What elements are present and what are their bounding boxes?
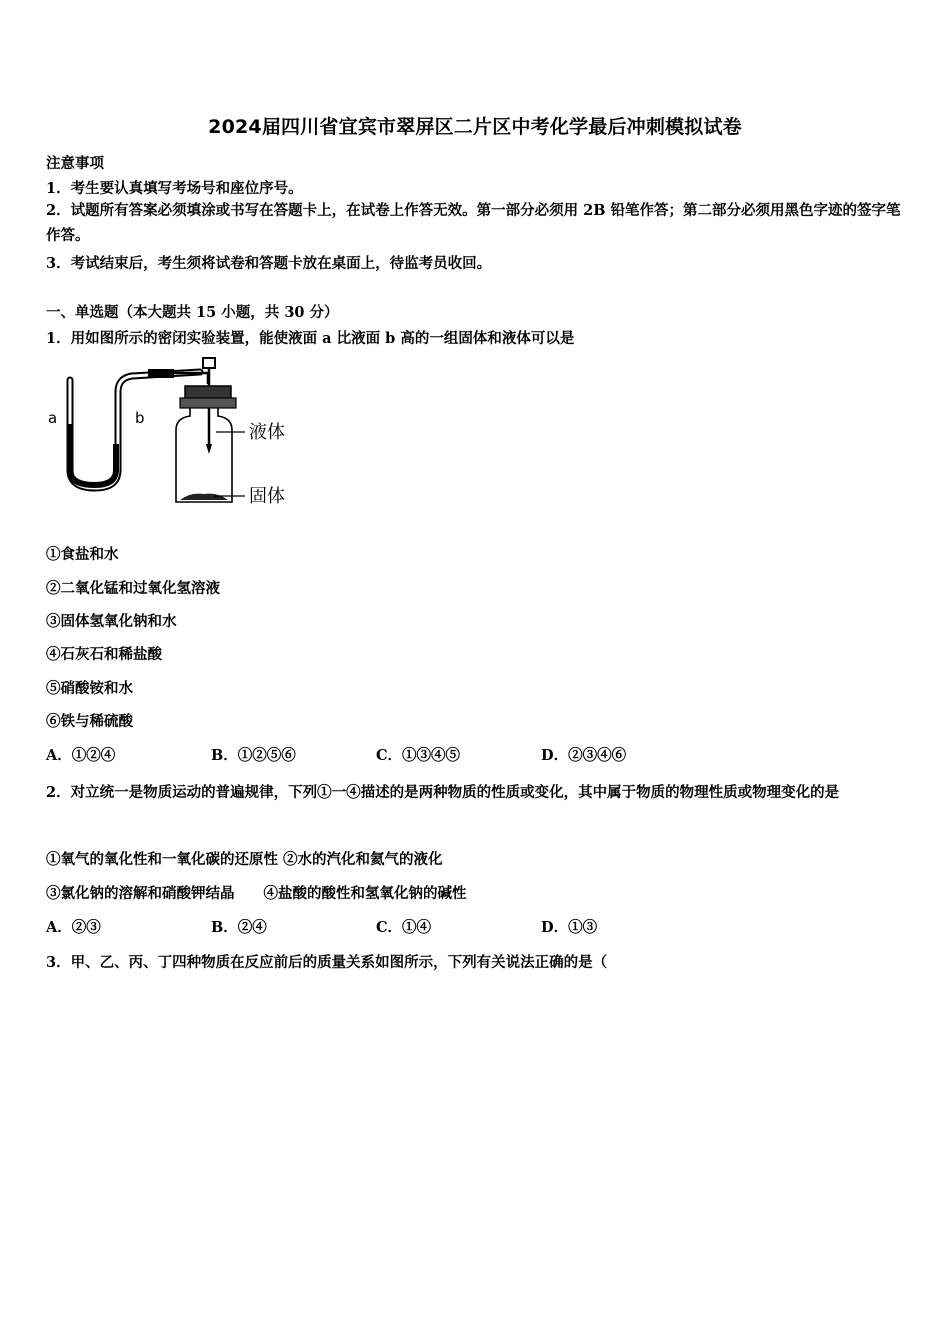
rubber-connector [148,369,174,378]
label-b: b [135,409,145,427]
notice-item-1: 1．考生要认真填写考场号和座位序号。 [46,180,303,197]
label-solid: 固体 [249,486,285,507]
notice-item-2: 2．试题所有答案必须填涂或书写在答题卡上，在试卷上作答无效。第一部分必须用 2B 铅笔作答；第二部分必须用黑色字迹的签字笔作答。 [46,202,901,244]
apparatus-figure [40,352,310,517]
q1-item-1: ①食盐和水 [46,546,119,563]
q1-item-5: ⑤硝酸铵和水 [46,680,133,697]
q1-option-a: A．①②④ [46,747,116,764]
q1-item-4: ④石灰石和稀盐酸 [46,646,162,663]
section-heading: 一、单选题（本大题共 15 小题，共 30 分） [46,304,339,321]
notice-heading: 注意事项 [46,155,104,172]
q1-option-d: D．②③④⑥ [541,747,627,764]
q1-item-2: ②二氧化锰和过氧化氢溶液 [46,580,220,597]
q2-option-c: C．①④ [376,919,432,936]
dropper-top [203,358,215,368]
q2-option-d: D．①③ [541,919,598,936]
q1-option-c: C．①③④⑤ [376,747,461,764]
solid [180,494,228,500]
notice-item-3: 3．考试结束后，考生须将试卷和答题卡放在桌面上，待监考员收回。 [46,255,492,272]
u-tube-liquid [70,424,116,485]
q1-item-3: ③固体氢氧化钠和水 [46,613,177,630]
label-liquid: 液体 [249,422,285,443]
q3-stem: 3．甲、乙、丙、丁四种物质在反应前后的质量关系如图所示，下列有关说法正确的是（ [46,954,608,971]
u-tube [70,372,200,488]
q2-option-a: A．②③ [46,919,101,936]
q2-option-b: B．②④ [211,919,267,936]
page-title: 2024届四川省宜宾市翠屏区二片区中考化学最后冲刺模拟试卷 [208,116,742,138]
label-a: a [48,409,58,427]
bottle [176,408,232,502]
q1-stem: 1．用如图所示的密闭实验装置，能使液面 a 比液面 b 高的一组固体和液体可以是 [46,330,575,347]
q2-stem: 2．对立统一是物质运动的普遍规律，下列①一④描述的是两种物质的性质或变化，其中属于物质的物理性质或物理变化的是 [46,784,840,801]
q2-items-line-2: ③氯化钠的溶解和硝酸钾结晶 ④盐酸的酸性和氢氧化钠的碱性 [46,885,467,902]
q2-items-line-1: ①氧气的氧化性和一氧化碳的还原性 ②水的汽化和氦气的液化 [46,851,443,868]
q1-option-b: B．①②⑤⑥ [211,747,296,764]
q1-item-6: ⑥铁与稀硫酸 [46,713,133,730]
